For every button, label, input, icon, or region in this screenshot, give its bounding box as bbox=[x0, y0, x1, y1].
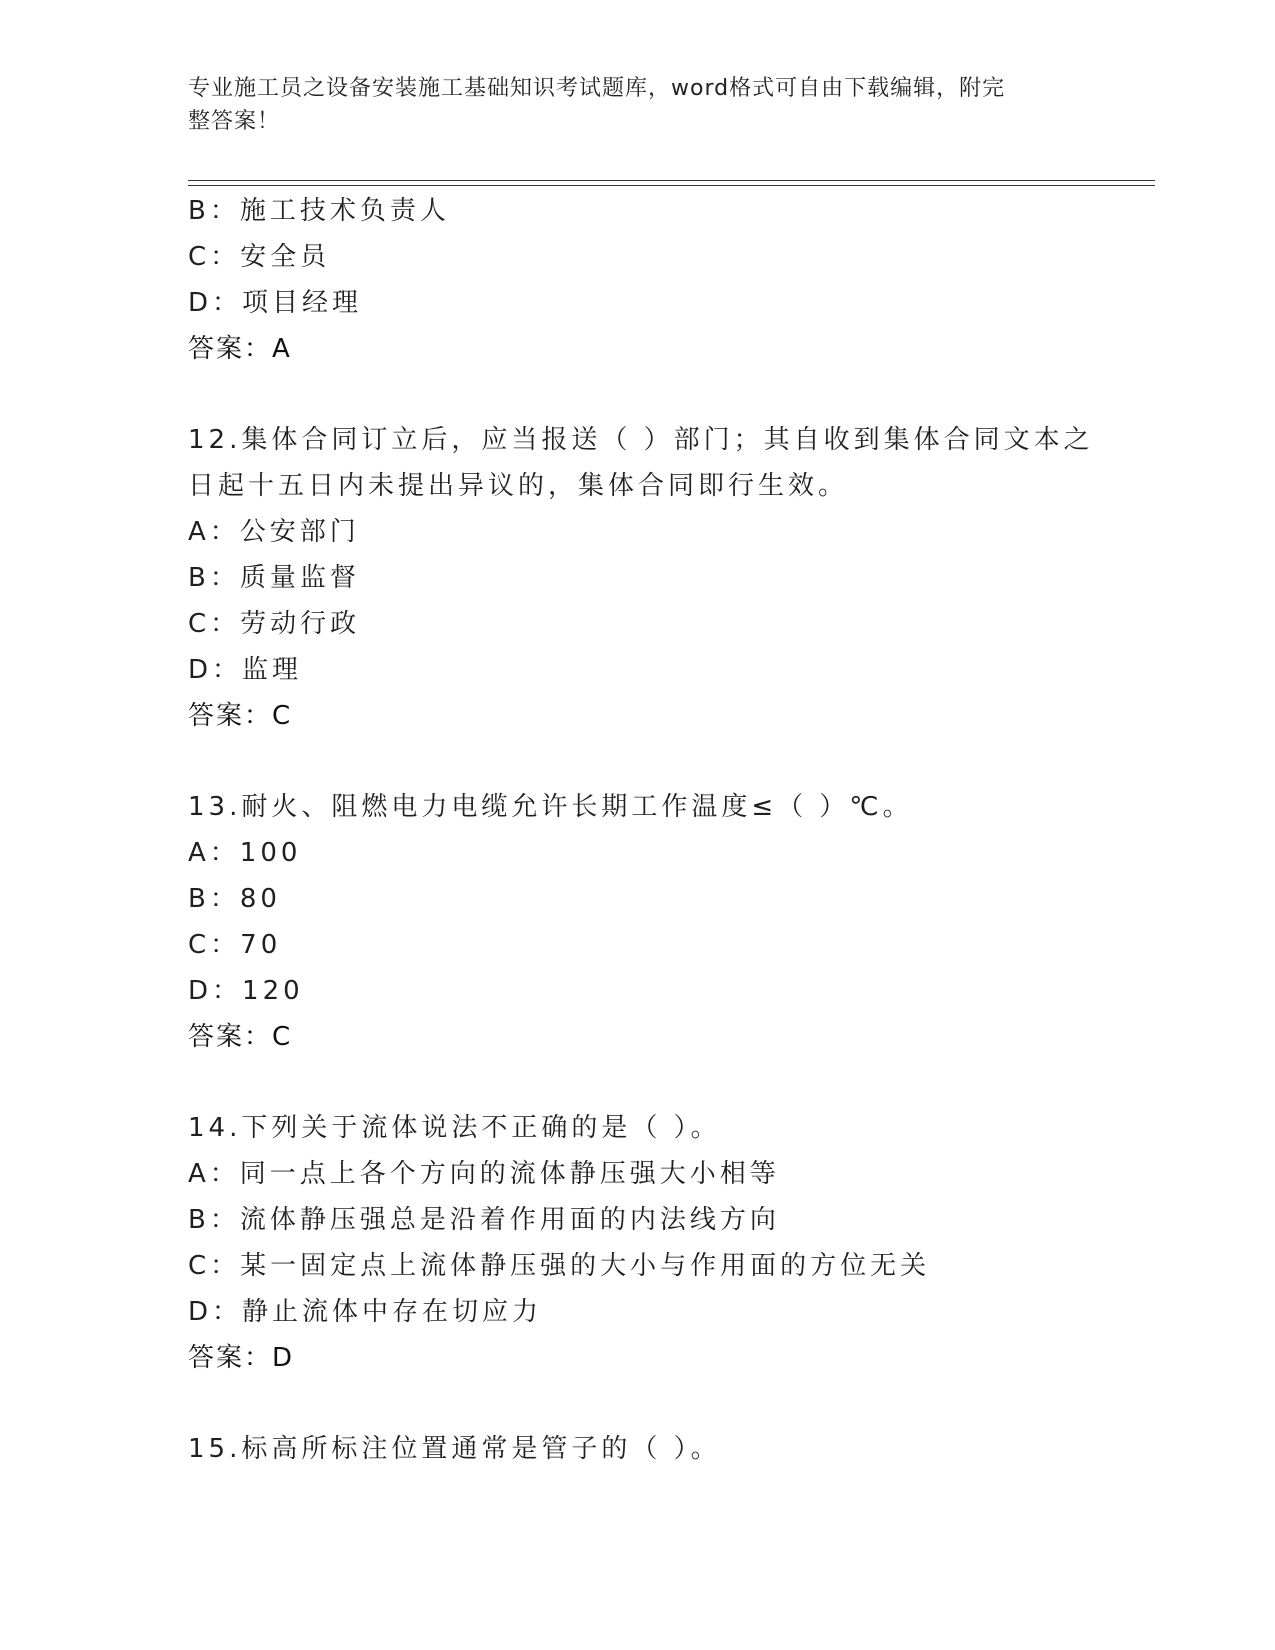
header-divider-top bbox=[188, 180, 1155, 181]
question-11-partial bbox=[188, 188, 1088, 372]
option-b: B：施工技术负责人 bbox=[188, 196, 450, 226]
header-line-1: 专业施工员之设备安装施工基础知识考试题库，word格式可自由下载编辑，附完 bbox=[188, 76, 1006, 101]
question-list bbox=[188, 188, 1094, 1472]
question-stem: 15.标高所标注位置通常是管子的（ ）。 bbox=[188, 1434, 721, 1464]
question-stem: 日起十五日内未提出异议的，集体合同即行生效。 bbox=[188, 471, 849, 501]
header-line-2: 整答案！ bbox=[188, 109, 281, 134]
question-stem: 14.下列关于流体说法不正确的是（ ）。 bbox=[188, 1113, 721, 1143]
header-divider-bottom bbox=[188, 185, 1155, 186]
option-a: A：公安部门 bbox=[188, 517, 360, 547]
option-b: B：质量监督 bbox=[188, 563, 360, 593]
option-b: B：80 bbox=[188, 884, 281, 914]
answer-line: 答案：C bbox=[188, 701, 293, 731]
question-stem: 13.耐火、阻燃电力电缆允许长期工作温度≤（ ）℃。 bbox=[188, 792, 913, 822]
option-c: C：安全员 bbox=[188, 242, 331, 272]
spacer bbox=[188, 1060, 1088, 1105]
option-d: D：监理 bbox=[188, 655, 303, 685]
option-c: C：70 bbox=[188, 930, 282, 960]
document-header bbox=[188, 72, 1068, 138]
spacer bbox=[188, 739, 1088, 784]
option-d: D：120 bbox=[188, 976, 304, 1006]
option-d: D：静止流体中存在切应力 bbox=[188, 1297, 543, 1327]
question-14 bbox=[188, 1105, 1088, 1381]
option-a: A：100 bbox=[188, 838, 302, 868]
question-13 bbox=[188, 784, 1088, 1060]
spacer bbox=[188, 372, 1088, 417]
option-c: C：某一固定点上流体静压强的大小与作用面的方位无关 bbox=[188, 1251, 931, 1281]
option-b: B：流体静压强总是沿着作用面的内法线方向 bbox=[188, 1205, 780, 1235]
option-c: C：劳动行政 bbox=[188, 609, 361, 639]
answer-line: 答案：A bbox=[188, 334, 292, 364]
question-12 bbox=[188, 417, 1094, 739]
option-a: A：同一点上各个方向的流体静压强大小相等 bbox=[188, 1159, 780, 1189]
answer-line: 答案：C bbox=[188, 1022, 293, 1052]
option-d: D：项目经理 bbox=[188, 288, 363, 318]
spacer bbox=[188, 1381, 1088, 1426]
answer-line: 答案：D bbox=[188, 1343, 295, 1373]
question-stem: 12.集体合同订立后，应当报送（ ）部门；其自收到集体合同文本之 bbox=[188, 425, 1094, 455]
question-15 bbox=[188, 1426, 1088, 1472]
